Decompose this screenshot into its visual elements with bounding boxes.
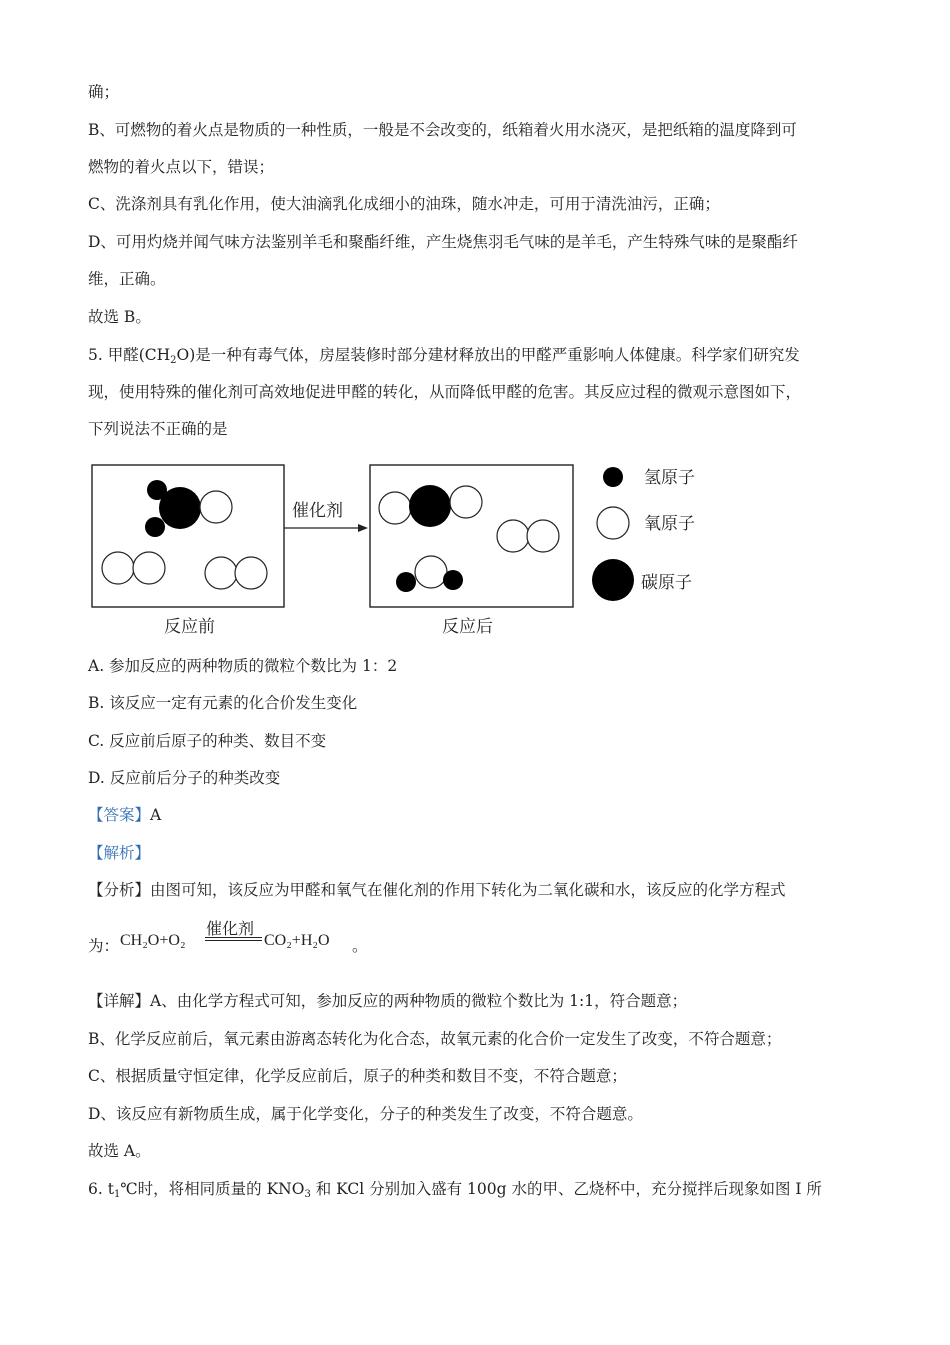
- detail-line: 【详解】A、由化学方程式可知，参加反应的两种物质的微粒个数比为 1:1，符合题意；: [88, 992, 688, 1010]
- q5-text-b: O)是一种有毒气体，房屋装修时部分建材释放出的甲醛严重影响人体健康。科学家们研究发: [176, 346, 800, 364]
- equation-end: 。: [352, 937, 368, 955]
- select-line: 故选 A。: [88, 1142, 151, 1160]
- oxygen-atom: [379, 492, 411, 524]
- question-5-line: [88, 345, 800, 371]
- q6-sub2: 3: [304, 1189, 311, 1200]
- legend-carbon-icon: [592, 559, 634, 601]
- equation-catalyst: 催化剂: [206, 919, 255, 938]
- chemical-equation: [88, 912, 588, 962]
- answer-tag: 【答案】: [88, 806, 151, 824]
- legend-oxygen-icon: [597, 507, 629, 539]
- legend-carbon-label: 碳原子: [641, 573, 692, 593]
- before-label: 反应前: [164, 617, 215, 637]
- analysis-tag: 【解析】: [88, 844, 151, 862]
- q6-text-a: 6. t: [88, 1180, 114, 1198]
- equation-bar: [205, 940, 262, 941]
- oxygen-atom: [200, 491, 232, 523]
- legend-hydrogen-icon: [603, 467, 623, 487]
- oxygen-atom: [133, 552, 165, 584]
- oxygen-atom: [205, 557, 237, 589]
- text-line: 现，使用特殊的催化剂可高效地促进甲醛的转化，从而降低甲醛的危害。其反应过程的微观示意图如下，: [88, 383, 802, 401]
- detail-line: B、化学反应前后，氧元素由游离态转化为化合态，故氧元素的化合价一定发生了改变，不符合题意；: [88, 1030, 782, 1048]
- hydrogen-atom: [145, 517, 165, 537]
- option-d: D. 反应前后分子的种类改变: [88, 769, 281, 787]
- q6-text-c: 和 KCl 分别加入盛有 100g 水的甲、乙烧杯中，充分搅拌后现象如图 I 所: [310, 1180, 822, 1198]
- arrow-head: [358, 524, 368, 532]
- q6-sub: 1: [113, 1189, 121, 1200]
- equation-bar: [205, 937, 262, 938]
- after-label: 反应后: [442, 617, 493, 637]
- reaction-diagram: [88, 458, 728, 643]
- option-a: A. 参加反应的两种物质的微粒个数比为 1：2: [88, 657, 398, 675]
- text-line: B、可燃物的着火点是物质的一种性质，一般是不会改变的，纸箱着火用水浇灭，是把纸箱的温度降到可: [88, 121, 797, 139]
- oxygen-atom: [415, 556, 447, 588]
- hydrogen-atom: [396, 572, 416, 592]
- carbon-atom: [159, 487, 201, 529]
- legend-hydrogen-label: 氢原子: [644, 468, 695, 488]
- oxygen-atom: [450, 486, 482, 518]
- option-b: B. 该反应一定有元素的化合价发生变化: [88, 694, 358, 712]
- oxygen-atom: [527, 520, 559, 552]
- oxygen-atom: [497, 520, 529, 552]
- detail-line: D、该反应有新物质生成，属于化学变化，分子的种类发生了改变，不符合题意。: [88, 1105, 643, 1123]
- hydrogen-atom: [443, 570, 463, 590]
- equation-prefix: 为：: [88, 937, 120, 955]
- answer-value: A: [150, 806, 162, 824]
- carbon-atom: [409, 485, 451, 527]
- text-line: D、可用灼烧并闻气味方法鉴别羊毛和聚酯纤维，产生烧焦羽毛气味的是羊毛，产生特殊气味的是聚酯纤: [88, 233, 798, 251]
- arrow-label: 催化剂: [292, 501, 343, 521]
- q5-sub: 2: [170, 355, 177, 366]
- equation-reactants: CH₂O+O₂: [120, 932, 186, 949]
- answer-line: [88, 805, 161, 825]
- q5-text-a: 5. 甲醛(CH: [88, 346, 171, 364]
- text-line: 燃物的着火点以下，错误；: [88, 158, 275, 176]
- oxygen-atom: [235, 557, 267, 589]
- text-line: 确；: [88, 83, 120, 101]
- text-line: C、洗涤剂具有乳化作用，使大油滴乳化成细小的油珠，随水冲走，可用于清洗油污，正确；: [88, 195, 720, 213]
- q6-text-b: ℃时，将相同质量的 KNO: [120, 1180, 305, 1198]
- detail-line: C、根据质量守恒定律，化学反应前后，原子的种类和数目不变，不符合题意；: [88, 1067, 627, 1085]
- analysis-text: 【分析】由图可知，该反应为甲醛和氧气在催化剂的作用下转化为二氧化碳和水，该反应的化学方程式: [88, 881, 786, 899]
- oxygen-atom: [102, 552, 134, 584]
- text-line: 维，正确。: [88, 270, 166, 288]
- legend-oxygen-label: 氧原子: [644, 514, 695, 534]
- equation-products: CO₂+H₂O: [264, 932, 330, 949]
- text-line: 故选 B。: [88, 308, 151, 326]
- text-line: 下列说法不正确的是: [88, 420, 228, 438]
- question-6-line: [88, 1179, 822, 1205]
- option-c: C. 反应前后原子的种类、数目不变: [88, 732, 327, 750]
